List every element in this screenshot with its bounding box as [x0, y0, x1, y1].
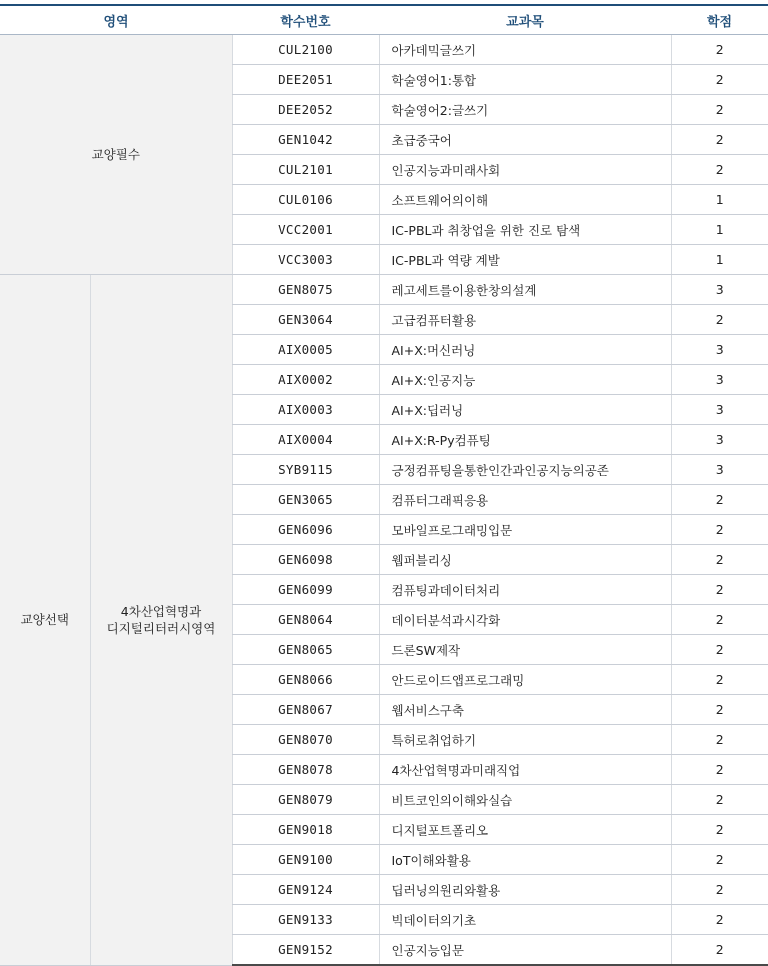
course-credit: 2 — [671, 65, 768, 95]
course-code: VCC3003 — [232, 245, 379, 275]
course-credit: 2 — [671, 125, 768, 155]
course-code: GEN8070 — [232, 725, 379, 755]
course-credit: 2 — [671, 515, 768, 545]
course-credit: 2 — [671, 935, 768, 966]
course-code: GEN8064 — [232, 605, 379, 635]
course-code: GEN8066 — [232, 665, 379, 695]
course-name: 데이터분석과시각화 — [379, 605, 671, 635]
course-name: 아카데믹글쓰기 — [379, 35, 671, 65]
course-name: 학술영어1:통합 — [379, 65, 671, 95]
course-name: 웹퍼블리싱 — [379, 545, 671, 575]
course-code: DEE2052 — [232, 95, 379, 125]
course-code: GEN9018 — [232, 815, 379, 845]
course-name: IoT이해와활용 — [379, 845, 671, 875]
course-code: GEN8078 — [232, 755, 379, 785]
course-name: 컴퓨팅과데이터처리 — [379, 575, 671, 605]
course-name: AI+X:머신러닝 — [379, 335, 671, 365]
course-code: GEN3065 — [232, 485, 379, 515]
course-credit: 2 — [671, 755, 768, 785]
area-elective-sub-line2: 디지털리터러시영역 — [106, 620, 216, 636]
course-credit: 2 — [671, 95, 768, 125]
table-row — [0, 275, 768, 305]
course-code: AIX0004 — [232, 425, 379, 455]
course-code: AIX0005 — [232, 335, 379, 365]
course-code: GEN8079 — [232, 785, 379, 815]
course-credit: 3 — [671, 335, 768, 365]
course-name: 4차산업혁명과미래직업 — [379, 755, 671, 785]
area-elective-sub — [90, 275, 232, 966]
course-name: 초급중국어 — [379, 125, 671, 155]
course-code: DEE2051 — [232, 65, 379, 95]
course-name: IC-PBL과 역량 계발 — [379, 245, 671, 275]
course-name: 비트코인의이해와실습 — [379, 785, 671, 815]
table-body — [0, 35, 768, 966]
course-credit: 2 — [671, 485, 768, 515]
course-name: 특허로취업하기 — [379, 725, 671, 755]
course-name: 드론SW제작 — [379, 635, 671, 665]
course-credit: 2 — [671, 785, 768, 815]
course-credit: 2 — [671, 845, 768, 875]
course-code: CUL2100 — [232, 35, 379, 65]
course-code: GEN9124 — [232, 875, 379, 905]
course-credit: 2 — [671, 605, 768, 635]
course-name: 웹서비스구축 — [379, 695, 671, 725]
course-name: 딥러닝의원리와활용 — [379, 875, 671, 905]
course-code: GEN9100 — [232, 845, 379, 875]
header-area: 영역 — [0, 5, 232, 35]
course-code: GEN9152 — [232, 935, 379, 966]
course-name: 고급컴퓨터활용 — [379, 305, 671, 335]
course-code: AIX0002 — [232, 365, 379, 395]
table-row — [0, 35, 768, 65]
course-name: 컴퓨터그래픽응용 — [379, 485, 671, 515]
header-course: 교과목 — [379, 5, 671, 35]
course-credit: 3 — [671, 365, 768, 395]
course-name: 인공지능과미래사회 — [379, 155, 671, 185]
course-credit: 1 — [671, 245, 768, 275]
course-code: CUL2101 — [232, 155, 379, 185]
course-name: 디지털포트폴리오 — [379, 815, 671, 845]
course-credit: 3 — [671, 425, 768, 455]
course-name: 빅데이터의기초 — [379, 905, 671, 935]
course-credit: 3 — [671, 275, 768, 305]
course-credit: 2 — [671, 815, 768, 845]
course-name: 레고세트를이용한창의설계 — [379, 275, 671, 305]
area-elective-sub-line1: 4차산업혁명과 — [120, 603, 202, 619]
course-credit: 2 — [671, 35, 768, 65]
course-code: GEN9133 — [232, 905, 379, 935]
course-name: 소프트웨어의이해 — [379, 185, 671, 215]
header-code: 학수번호 — [232, 5, 379, 35]
course-code: GEN6098 — [232, 545, 379, 575]
area-required: 교양필수 — [0, 35, 232, 275]
course-credit: 2 — [671, 875, 768, 905]
course-credit: 3 — [671, 455, 768, 485]
area-elective: 교양선택 — [0, 275, 90, 966]
course-credit: 2 — [671, 665, 768, 695]
course-name: 인공지능입문 — [379, 935, 671, 966]
course-credit: 2 — [671, 725, 768, 755]
course-code: SYB9115 — [232, 455, 379, 485]
course-code: GEN6099 — [232, 575, 379, 605]
table-header-row — [0, 5, 768, 35]
course-credit: 1 — [671, 185, 768, 215]
course-credit: 2 — [671, 575, 768, 605]
course-name: 모바일프로그래밍입문 — [379, 515, 671, 545]
course-code: GEN6096 — [232, 515, 379, 545]
course-name: AI+X:딥러닝 — [379, 395, 671, 425]
course-credit: 1 — [671, 215, 768, 245]
course-name: 학술영어2:글쓰기 — [379, 95, 671, 125]
course-credit: 2 — [671, 305, 768, 335]
course-credit: 3 — [671, 395, 768, 425]
course-code: GEN1042 — [232, 125, 379, 155]
course-code: AIX0003 — [232, 395, 379, 425]
course-code: CUL0106 — [232, 185, 379, 215]
course-code: GEN3064 — [232, 305, 379, 335]
course-code: GEN8067 — [232, 695, 379, 725]
course-name: IC-PBL과 취창업을 위한 진로 탐색 — [379, 215, 671, 245]
course-name: 안드로이드앱프로그래밍 — [379, 665, 671, 695]
course-code: GEN8065 — [232, 635, 379, 665]
header-credit: 학점 — [671, 5, 768, 35]
course-credit: 2 — [671, 155, 768, 185]
course-credit: 2 — [671, 635, 768, 665]
course-credit: 2 — [671, 545, 768, 575]
course-code: GEN8075 — [232, 275, 379, 305]
course-name: AI+X:R-Py컴퓨팅 — [379, 425, 671, 455]
course-credit: 2 — [671, 695, 768, 725]
course-table — [0, 4, 768, 966]
course-name: 긍정컴퓨팅을통한인간과인공지능의공존 — [379, 455, 671, 485]
course-code: VCC2001 — [232, 215, 379, 245]
course-name: AI+X:인공지능 — [379, 365, 671, 395]
course-credit: 2 — [671, 905, 768, 935]
